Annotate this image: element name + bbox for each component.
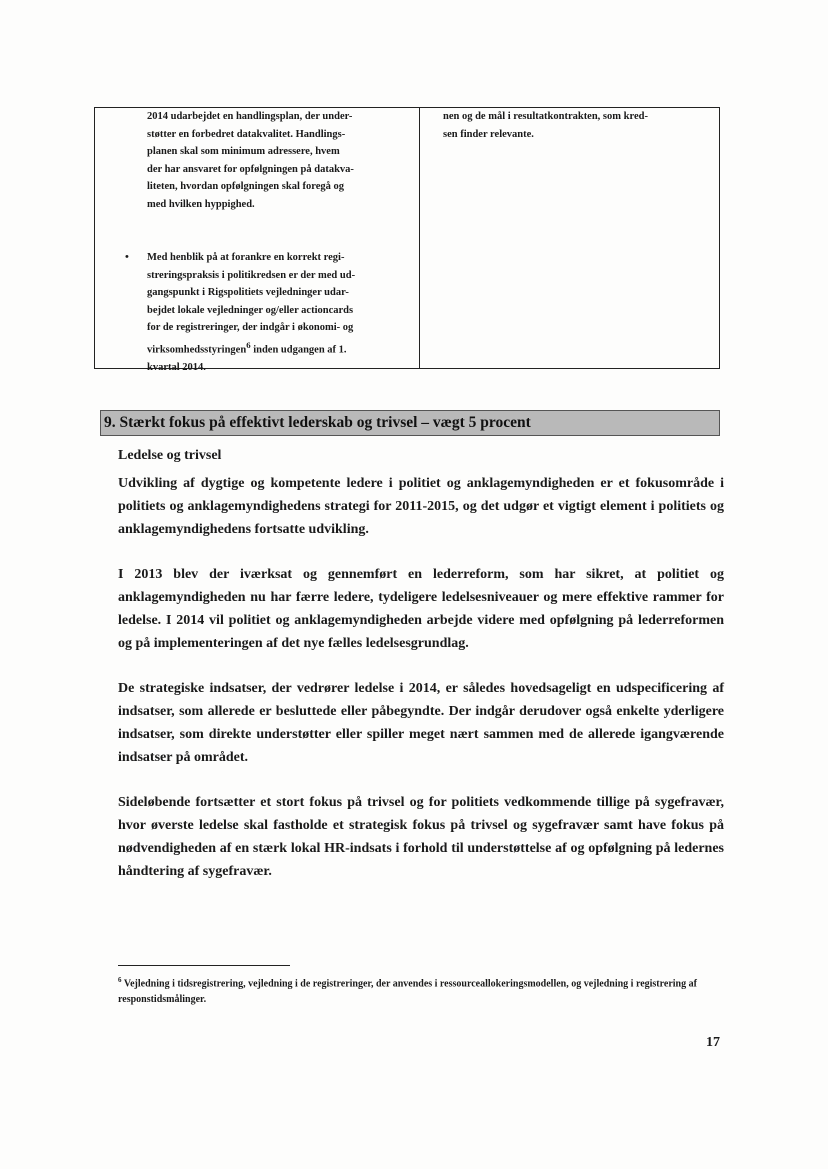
table-left-line: bejdet lokale vejledninger og/eller actioncards [147, 304, 354, 316]
footref-text: virksomhedsstyringen [147, 344, 247, 355]
table-left-line: der har ansvaret for opfølgningen på datakva- [147, 163, 354, 175]
table-left-line: kvartal 2014. [147, 361, 206, 373]
table-left-line: for de registreringer, der indgår i økonomi- og [147, 322, 354, 333]
table-left-line: med hvilken hyppighed. [147, 198, 255, 210]
footnote [118, 972, 724, 1008]
subheading: Ledelse og trivsel [118, 448, 222, 463]
bullet-icon: • [125, 251, 129, 263]
table-left-column [125, 108, 407, 376]
page-number: 17 [706, 1035, 720, 1050]
table-column-divider [419, 108, 420, 368]
paragraph: Sideløbende fortsætter et stort fokus på trivsel og for politiets vedkommende tillige på sygefravær, hvor øverste ledelse skal fastholde et strategisk fokus på trivsel og sygefravær samt have fokus på nødvendigheden af en stærk lokal HR-indsats i forhold til understøttelse af og opfølgning på ledernes håndtering af sygefravær. [118, 795, 724, 879]
table-left-line: gangspunkt i Rigspolitiets vejledninger udar- [147, 287, 349, 298]
table-left-line: 2014 udarbejdet en handlingsplan, der under- [147, 111, 353, 122]
table-left-line: støtter en forbedret datakvalitet. Handlings- [147, 128, 346, 140]
action-table [94, 107, 720, 373]
table-left-line: planen skal som minimum adressere, hvem [147, 146, 340, 157]
paragraph: Udvikling af dygtige og kompetente ledere i politiet og anklagemyndigheden er et fokusområde i politiets og anklagemyndighedens strategi for 2011-2015, og det udgør et vigtigt element i politiets og anklagemyndighedens fortsatte udvikling. [118, 476, 724, 537]
paragraph: De strategiske indsatser, der vedrører ledelse i 2014, er således hovedsageligt en udspecificering af indsatser, som allerede er besluttede eller påbegyndte. Der indgår derudover også enkelte yderligere indsatser, som direkte understøtter eller spiller meget nært sammen med de allerede igangværende indsatser på området. [118, 681, 724, 765]
body-text [118, 472, 724, 905]
footref-tail: inden udgangen af 1. [250, 344, 347, 355]
table-left-line: liteten, hvordan opfølgningen skal foregå og [147, 181, 344, 192]
section-heading: 9. Stærkt fokus på effektivt lederskab og trivsel – vægt 5 procent [100, 410, 720, 436]
paragraph: I 2013 blev der iværksat og gennemført en lederreform, som har sikret, at politiet og anklagemyndigheden nu har færre ledere, tydeligere ledelsesniveauer og mere effektive rammer for ledelse. I 2014 vil politiet og anklagemyndigheden arbejde videre med opfølgning på lederreformen og på implementeringen af det nye fælles ledelsesgrundlag. [118, 567, 724, 651]
table-right-line: nen og de mål i resultatkontrakten, som kred- [443, 111, 648, 122]
footnote-reference[interactable]: 6 [246, 339, 251, 350]
table-right-column [443, 108, 705, 143]
footnote-mark: 6 [118, 976, 122, 984]
footnote-rule [118, 965, 290, 966]
table-right-line: sen finder relevante. [443, 128, 534, 140]
table-left-line [147, 337, 407, 359]
table-bullet-item [125, 249, 407, 376]
footnote-text: Vejledning i tidsregistrering, vejledning i de registreringer, der anvendes i ressourceallokeringsmodellen, og vejledning i registrering af responstidsmålinger. [118, 978, 697, 1006]
table-left-line: streringspraksis i politikredsen er der med ud- [147, 269, 356, 281]
table-left-line: Med henblik på at forankre en korrekt regi- [147, 252, 345, 263]
